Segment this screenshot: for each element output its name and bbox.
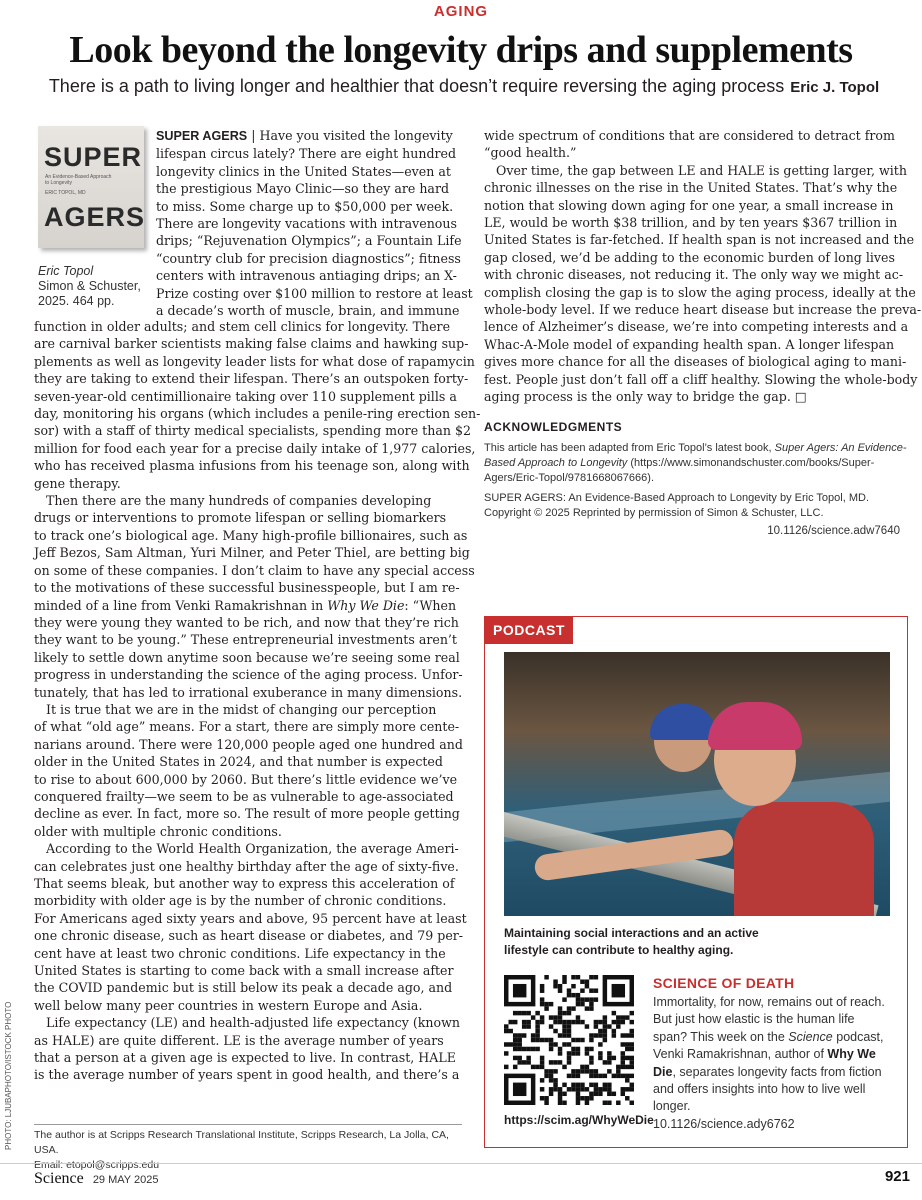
body-line: For Americans aged sixty years and above, 95 percent have at least — [34, 910, 467, 926]
body-line: lence of Alzheimer’s disease, we’re into competing interests and a — [484, 319, 909, 335]
body-column-right — [484, 127, 922, 406]
body-line: Prize costing over $100 million to restore at least — [156, 285, 473, 301]
body-line: function in older adults; and stem cell clinics for longevity. There — [34, 319, 451, 334]
body-line: notion that slowing down aging for one year, a small increase in — [484, 197, 894, 213]
body-line: whole-body level. If we reduce heart disease but increase the preva- — [484, 302, 922, 318]
body-line: to miss. Some charge up to $50,000 per week. — [156, 198, 454, 214]
body-line: narians around. There were 120,000 people aged one hundred and — [34, 736, 463, 752]
body-line: lifespan circus lately? There are eight hundred — [156, 146, 457, 162]
copyright-text: SUPER AGERS: An Evidence-Based Approach to Longevity by Eric Topol, MD. Copyright © 2025 Reprinted by permission of Simon & Schuster, LLC. — [484, 492, 869, 519]
body-line: to the motivations of these successful businesspeople, but I am re- — [34, 580, 460, 596]
body-line: There are longevity vacations with intravenous — [156, 216, 457, 232]
divider — [34, 1124, 462, 1125]
body-line: longevity clinics in the United States—even at — [156, 163, 451, 179]
body-line: Over time, the gap between LE and HALE is getting larger, with — [496, 162, 907, 178]
body-line: they are taking to extend their lifespan. There’s an outspoken forty- — [34, 371, 469, 387]
body-line: likely to settle down anytime soon because we’re seeing some real — [34, 649, 460, 665]
qr-code-icon[interactable] — [504, 975, 634, 1105]
book-caption-author: Eric Topol — [38, 264, 94, 278]
byline: Eric J. Topol — [790, 79, 880, 96]
page-footer — [34, 1170, 910, 1188]
body-line: minded of a line from Venki Ramakrishnan in Why We Die: “When — [34, 597, 457, 613]
body-line: of what “old age” means. For a start, there are simply more cente- — [34, 719, 460, 735]
body-line: United States is far-fetched. If health span is not increased and the — [484, 232, 915, 248]
masthead: Science — [34, 1170, 84, 1187]
body-line: who has received plasma infusions from his teenage son, along with — [34, 458, 470, 474]
podcast-title: SCIENCE OF DEATH — [653, 975, 795, 991]
podcast-tag: PODCAST — [485, 617, 573, 644]
body-line: sor) with a staff of thirty medical specialists, spending more than $2 — [34, 423, 471, 439]
body-line: tunately, that has led to irrational exuberance in many dimensions. — [34, 684, 463, 700]
body-line: Then there are the many hundreds of companies developing — [46, 493, 432, 509]
body-line: “country club for precision diagnostics”; fitness — [156, 250, 461, 266]
body-line: a decade’s worth of muscle, brain, and immune — [156, 303, 460, 319]
body-line: drips; “Rejuvenation Olympics”; a Fountain Life — [156, 233, 462, 249]
body-line: as HALE) are quite different. LE is the average number of years — [34, 1032, 444, 1048]
body-line: the prestigious Mayo Clinic—so they are hard — [156, 181, 450, 197]
body-line: That seems bleak, but another way to express this acceleration of — [34, 876, 455, 891]
body-line: the COVID pandemic but is still below its peak a decade ago, and — [34, 980, 453, 996]
body-line: older in the United States in 2024, and that number is expected — [34, 754, 443, 770]
lead-in: SUPER AGERS — [156, 129, 248, 143]
podcast-description: Immortality, for now, remains out of reach. But just how elastic is the human life span? This week on the Science podcast, Venki Ramakrishnan, author of Why We Die, separates longevity facts from fiction and offers insights into how to live well longer. 10.1126/science.ady6762 — [653, 994, 888, 1133]
body-line: progress in understanding the science of the aging process. Unfor- — [34, 667, 463, 683]
podcast-url[interactable]: https://scim.ag/WhyWeDie — [504, 1113, 654, 1127]
body-line: According to the World Health Organization, the average Ameri- — [46, 841, 459, 857]
body-line: to track one’s biological age. Many high-profile billionaires, such as — [34, 527, 468, 543]
deck — [14, 76, 914, 97]
body-line: cent have at least two chronic conditions. Life expectancy in the — [34, 945, 446, 961]
body-line: they were young they wanted to be rich, and now that they’re rich — [34, 614, 459, 630]
photo-caption: Maintaining social interactions and an active lifestyle can contribute to healthy aging. — [504, 926, 759, 957]
body-line: with chronic diseases, not reducing it. The only way we might ac- — [484, 267, 904, 283]
photo-credit: PHOTO: LJUBAPHOTO/ISTOCK PHOTO — [4, 1001, 13, 1150]
book-cover-author: ERIC TOPOL, MD — [45, 190, 86, 196]
body-line: is the average number of years spent in good health, and there’s a — [34, 1067, 460, 1083]
acknowledgments-heading: ACKNOWLEDGMENTS — [484, 420, 623, 434]
body-line: are carnival barker scientists making false claims and hawking sup- — [34, 336, 469, 352]
body-line: million for food each year for a precise daily intake of 1,977 calories, — [34, 440, 476, 456]
body-line: well below many peer countries in western Europe and Asia. — [34, 997, 423, 1013]
author-affiliation: The author is at Scripps Research Translational Institute, Scripps Research, La Jolla, CA, USA. Email: etopol@scripps.edu — [34, 1129, 449, 1171]
body-line: they want to be young.” These entrepreneurial investments aren’t — [34, 632, 457, 648]
deck-text: There is a path to living longer and healthier that doesn’t require reversing the aging process — [48, 76, 785, 96]
footer-divider — [0, 1163, 922, 1164]
body-line: morbidity with older age is by the number of chronic conditions. — [34, 893, 447, 909]
article-doi[interactable]: 10.1126/science.adw7640 — [767, 525, 900, 537]
body-line: decline as ever. In fact, more so. The result of more people getting — [34, 806, 460, 822]
body-line: SUPER AGERS | Have you visited the longevity — [156, 128, 453, 143]
page-number: 921 — [884, 1168, 910, 1185]
body-line: aging process is the only way to bridge the gap. □ — [484, 389, 807, 405]
body-line: LE, would be worth $38 trillion, and by ten years $367 trillion in — [484, 215, 898, 231]
body-line: United States is starting to come back with a small increase after — [34, 963, 454, 979]
body-line: day, monitoring his organs (which includes a penile-ring erection sen- — [34, 406, 481, 422]
body-column-left — [34, 318, 481, 1084]
body-line: gives more chance for all the diseases of biological aging to mani- — [484, 354, 907, 370]
book-caption — [38, 264, 148, 309]
body-line: “good health.” — [484, 145, 577, 161]
body-line: centers with intravenous antiaging drips; an X- — [156, 268, 457, 284]
body-line: fest. People just don’t fall off a cliff healthy. Slowing the whole-body — [484, 371, 918, 387]
issue-date: 29 MAY 2025 — [92, 1174, 159, 1186]
body-line: gene therapy. — [34, 475, 121, 491]
acknowledgments-text: This article has been adapted from Eric Topol’s latest book, Super Agers: An Evidence-Based Approach to Longevity (https://www.simonandschuster.com/books/Super-Agers/Eric-Topol/9781668067666). — [484, 442, 907, 484]
body-line: on some of these companies. I don’t claim to have any special access — [34, 562, 475, 578]
book-cover-subtitle: An Evidence-Based Approach to Longevity — [45, 174, 112, 186]
body-line: seven-year-old centimillionaire taking over 110 supplement pills a — [34, 388, 457, 404]
book-caption-pub: 2025. 464 pp. — [38, 294, 115, 308]
body-line: complish closing the gap is to slow the aging process, ideally at the — [484, 284, 916, 300]
body-line: one chronic disease, such as heart disease or diabetes, and 79 per- — [34, 928, 464, 944]
body-line: conquered frailty—we seem to be as vulnerable to age-associated — [34, 788, 454, 804]
book-cover — [38, 126, 144, 248]
book-cover-word-1: SUPER — [44, 142, 143, 172]
headline: Look beyond the longevity drips and supplements — [69, 29, 853, 71]
body-line: chronic illnesses on the rise in the United States. That’s why the — [484, 180, 898, 196]
body-line: wide spectrum of conditions that are considered to detract from — [484, 128, 895, 143]
body-line: older with multiple chronic conditions. — [34, 823, 282, 839]
section-kicker: AGING — [433, 3, 489, 20]
body-line: to rise to about 600,000 by 2060. But there’s little evidence we’ve — [34, 771, 458, 787]
body-column-left-top — [156, 127, 473, 319]
body-line: Life expectancy (LE) and health-adjusted life expectancy (known — [46, 1015, 460, 1031]
body-line: that a person at a given age is expected to live. In contrast, HALE — [34, 1050, 456, 1066]
body-line: gap closed, we’d be adding to the economic burden of long lives — [484, 249, 895, 265]
book-cover-word-2: AGERS — [44, 202, 146, 232]
podcast-doi[interactable]: 10.1126/science.ady6762 — [653, 1116, 795, 1131]
swimmers-photo — [504, 652, 890, 916]
body-line: plements as well as longevity leader lists for what dose of rapamycin — [34, 353, 475, 369]
body-line: Whac-A-Mole model of expanding health span. A longer lifespan — [484, 336, 895, 352]
body-line: Jeff Bezos, Sam Altman, Yuri Milner, and Peter Thiel, are betting big — [34, 545, 470, 561]
body-line: It is true that we are in the midst of changing our perception — [46, 701, 437, 717]
body-line: drugs or interventions to promote lifespan or selling biomarkers — [34, 510, 447, 526]
body-line: can celebrates just one healthy birthday after the age of sixty-five. — [34, 858, 459, 874]
book-caption-publisher: Simon & Schuster, — [38, 279, 141, 293]
